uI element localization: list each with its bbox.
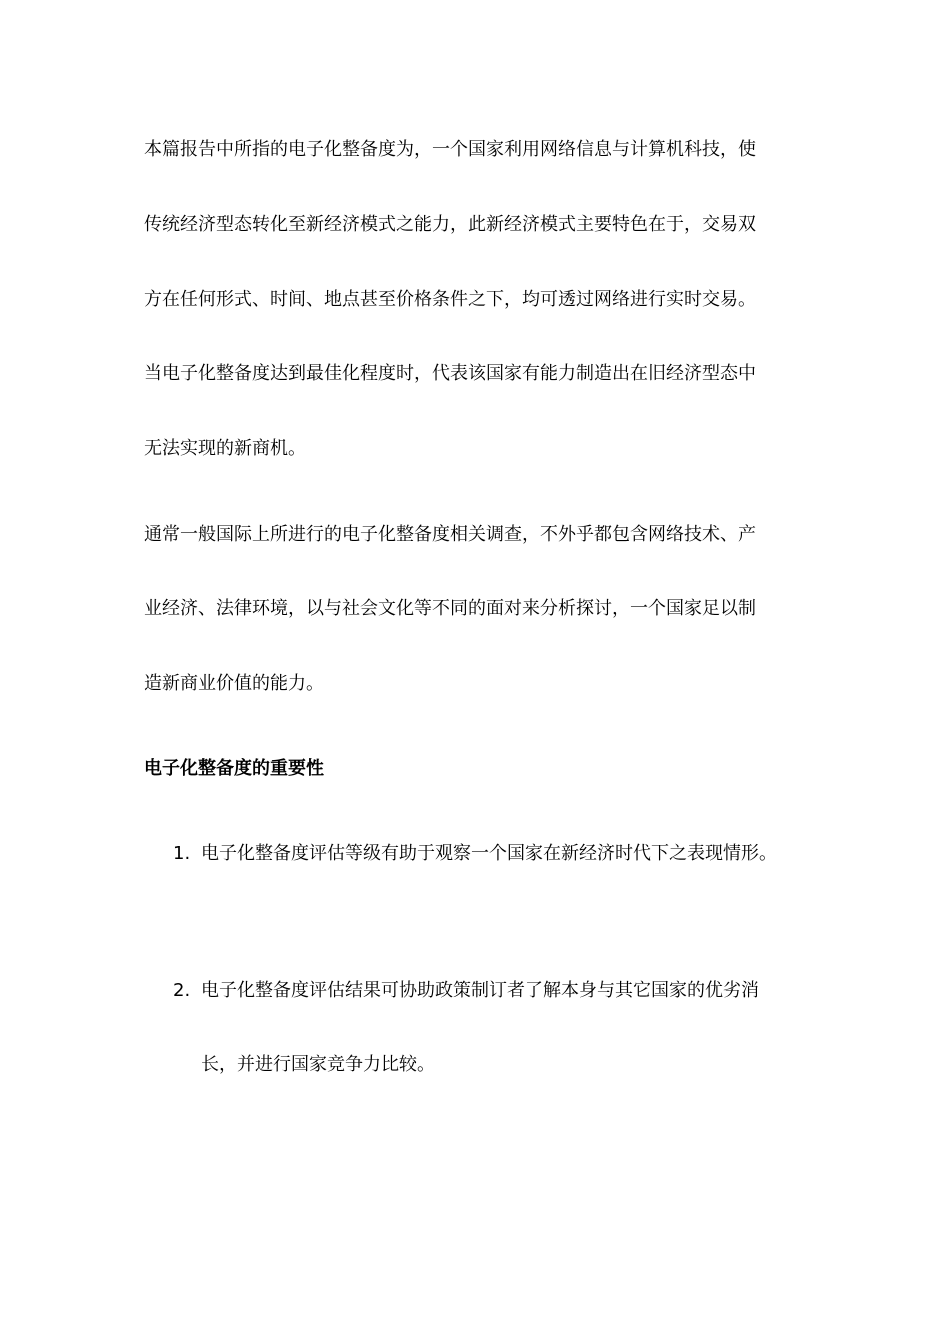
list-item-2-text-line-1: 电子化整备度评估结果可协助政策制订者了解本身与其它国家的优劣消	[201, 980, 759, 1001]
list-item-2-number: 2.	[173, 980, 191, 1001]
section-heading: 电子化整备度的重要性	[144, 758, 324, 779]
paragraph-2-line-3: 造新商业价值的能力。	[144, 673, 324, 694]
paragraph-1-line-2: 传统经济型态转化至新经济模式之能力，此新经济模式主要特色在于，交易双	[144, 214, 756, 235]
paragraph-2-line-2: 业经济、法律环境，以与社会文化等不同的面对来分析探讨，一个国家足以制	[144, 598, 756, 619]
paragraph-1-line-4: 当电子化整备度达到最佳化程度时，代表该国家有能力制造出在旧经济型态中	[144, 363, 756, 384]
paragraph-1-line-5: 无法实现的新商机。	[144, 438, 306, 459]
paragraph-2-line-1: 通常一般国际上所进行的电子化整备度相关调查，不外乎都包含网络技术、产	[144, 524, 756, 545]
list-item-1-text: 电子化整备度评估等级有助于观察一个国家在新经济时代下之表现情形。	[201, 843, 777, 864]
list-item-2-text-line-2: 长，并进行国家竞争力比较。	[201, 1054, 435, 1075]
paragraph-1-line-3: 方在任何形式、时间、地点甚至价格条件之下，均可透过网络进行实时交易。	[144, 289, 756, 310]
paragraph-1-line-1: 本篇报告中所指的电子化整备度为，一个国家利用网络信息与计算机科技，使	[144, 139, 756, 160]
list-item-1-number: 1.	[173, 843, 191, 864]
